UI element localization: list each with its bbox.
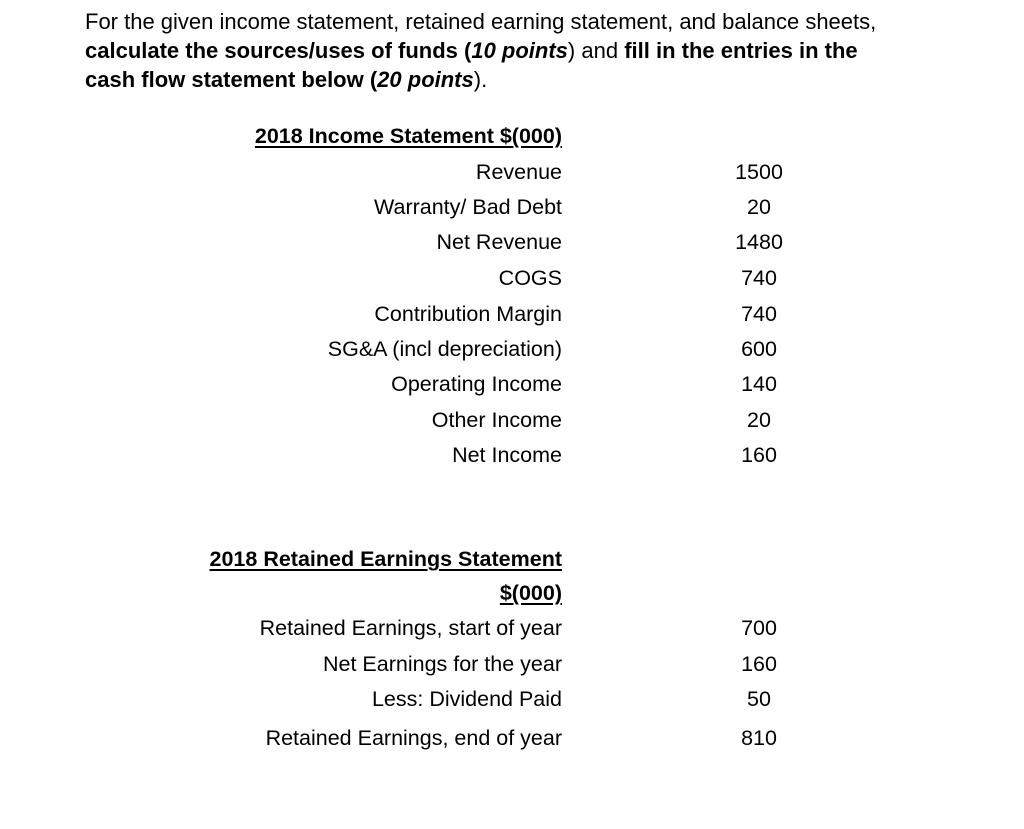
row-value: 140 <box>741 372 777 396</box>
row-value: 20 <box>747 195 771 219</box>
instructions-line-1: For the given income statement, retained earning statement, and balance sheets, <box>85 9 877 34</box>
income-row-other-income <box>0 408 1024 438</box>
row-label: Net Revenue <box>436 230 562 254</box>
instructions-bold-text: calculate the sources/uses of funds ( <box>85 38 472 63</box>
row-label: Less: Dividend Paid <box>371 687 562 711</box>
instructions-line-3 <box>85 65 1005 94</box>
row-value: 160 <box>741 443 777 467</box>
row-label: COGS <box>498 266 562 290</box>
retained-earnings-title-unit: $(000) <box>499 581 562 605</box>
row-value: 740 <box>741 302 777 326</box>
instructions-text: ). <box>473 67 488 92</box>
retained-row-start-of-year <box>0 616 1024 646</box>
row-label: SG&A (incl depreciation) <box>327 337 562 361</box>
retained-earnings-title: 2018 Retained Earnings Statement <box>209 547 562 571</box>
row-label: Operating Income <box>391 372 562 396</box>
retained-row-net-earnings <box>0 652 1024 682</box>
instructions <box>85 7 1005 94</box>
income-row-cogs <box>0 266 1024 296</box>
income-row-operating-income <box>0 372 1024 402</box>
row-label: Retained Earnings, start of year <box>259 616 562 640</box>
instructions-text: ) and <box>567 38 625 63</box>
instructions-points: 20 points <box>377 67 474 92</box>
row-value: 1500 <box>735 160 783 184</box>
row-value: 1480 <box>735 230 783 254</box>
row-value: 20 <box>747 408 771 432</box>
income-row-net-income <box>0 443 1024 473</box>
row-value: 810 <box>741 726 777 750</box>
row-label: Warranty/ Bad Debt <box>374 195 562 219</box>
instructions-line-2 <box>85 36 1005 65</box>
row-value: 50 <box>747 687 771 711</box>
row-value: 600 <box>741 337 777 361</box>
row-label: Retained Earnings, end of year <box>265 726 562 750</box>
row-value: 740 <box>741 266 777 290</box>
income-row-warranty-bad-debt <box>0 195 1024 225</box>
income-row-sga <box>0 337 1024 367</box>
row-value: 700 <box>741 616 777 640</box>
row-label: Contribution Margin <box>374 302 562 326</box>
row-label: Net Earnings for the year <box>322 652 562 676</box>
income-row-contribution-margin <box>0 302 1024 332</box>
instructions-points: 10 points <box>471 38 568 63</box>
income-statement-title: 2018 Income Statement $(000) <box>254 124 562 148</box>
retained-row-dividend-paid <box>0 687 1024 717</box>
instructions-bold-text: cash flow statement below ( <box>85 67 378 92</box>
row-label: Other Income <box>431 408 562 432</box>
income-row-net-revenue <box>0 230 1024 260</box>
row-value: 160 <box>741 652 777 676</box>
row-label: Net Income <box>452 443 562 467</box>
instructions-bold-text: fill in the entries in the <box>624 38 858 63</box>
retained-row-end-of-year <box>0 726 1024 756</box>
row-label: Revenue <box>475 160 562 184</box>
income-row-revenue <box>0 160 1024 190</box>
